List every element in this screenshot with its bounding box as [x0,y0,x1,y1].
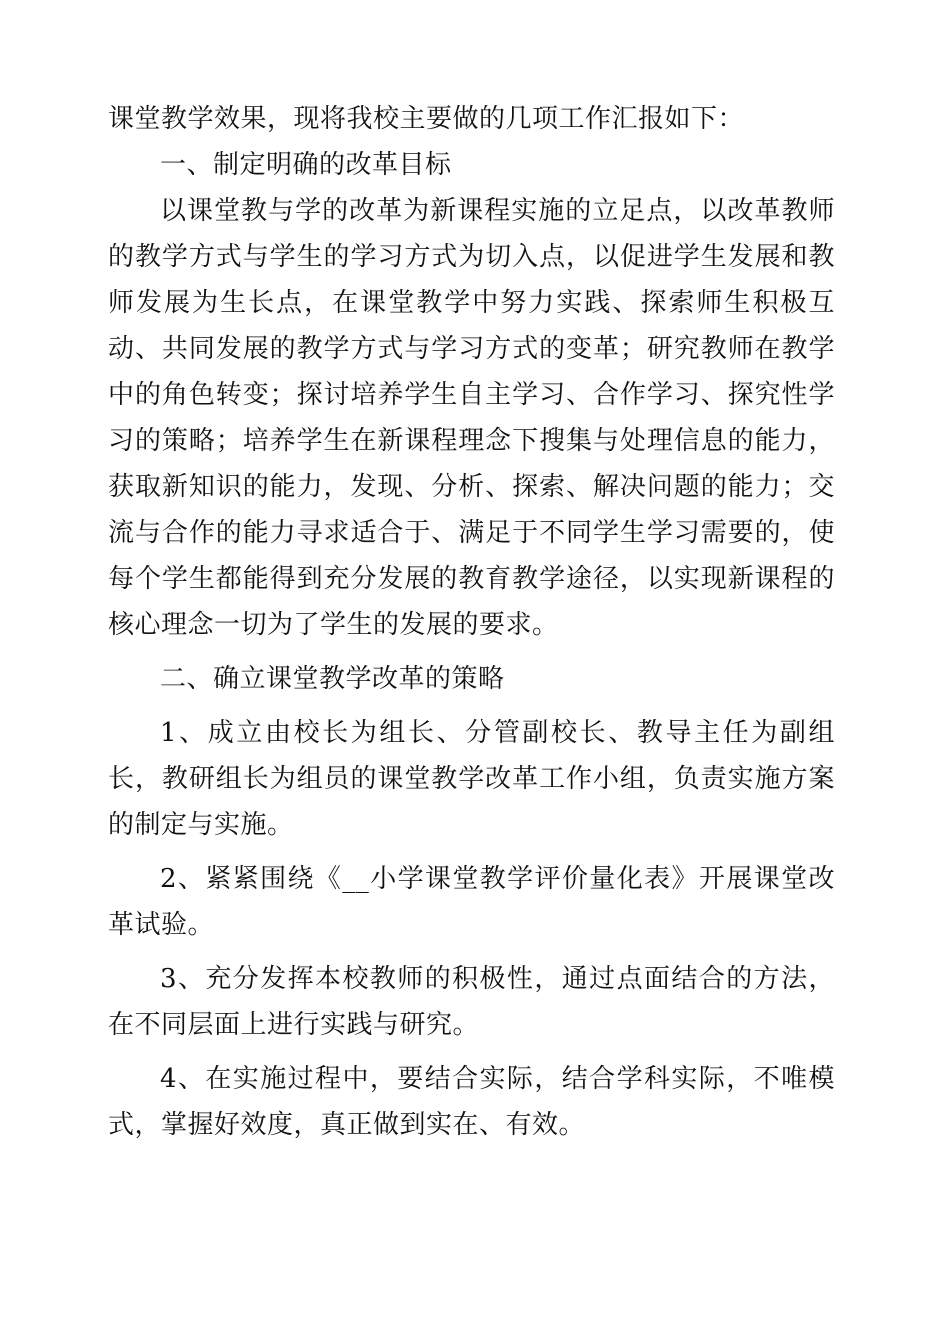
list-item-1: 1、成立由校长为组长、分管副校长、教导主任为副组长，教研组长为组员的课堂教学改革工作小组，负责实施方案的制定与实施。 [108,718,835,840]
document-body [108,96,835,1148]
intro-paragraph: 课堂教学效果，现将我校主要做的几项工作汇报如下： [108,104,745,134]
section-heading-2: 二、确立课堂教学改革的策略 [160,664,505,694]
section-heading-1: 一、制定明确的改革目标 [160,150,452,180]
list-item-4: 4、在实施过程中，要结合实际，结合学科实际，不唯模式，掌握好效度，真正做到实在、有效。 [108,1064,835,1140]
list-item-2: 2、紧紧围绕《__小学课堂教学评价量化表》开展课堂改革试验。 [108,864,835,940]
list-item-3: 3、充分发挥本校教师的积极性，通过点面结合的方法，在不同层面上进行实践与研究。 [108,964,835,1040]
body-paragraph: 以课堂教与学的改革为新课程实施的立足点，以改革教师的教学方式与学生的学习方式为切入点，以促进学生发展和教师发展为生长点，在课堂教学中努力实践、探索师生积极互动、共同发展的教学方式与学习方式的变革；研究教师在教学中的角色转变；探讨培养学生自主学习、合作学习、探究性学习的策略；培养学生在新课程理念下搜集与处理信息的能力，获取新知识的能力，发现、分析、探索、解决问题的能力；交流与合作的能力寻求适合于、满足于不同学生学习需要的，使每个学生都能得到充分发展的教育教学途径，以实现新课程的核心理念一切为了学生的发展的要求。 [108,196,835,640]
